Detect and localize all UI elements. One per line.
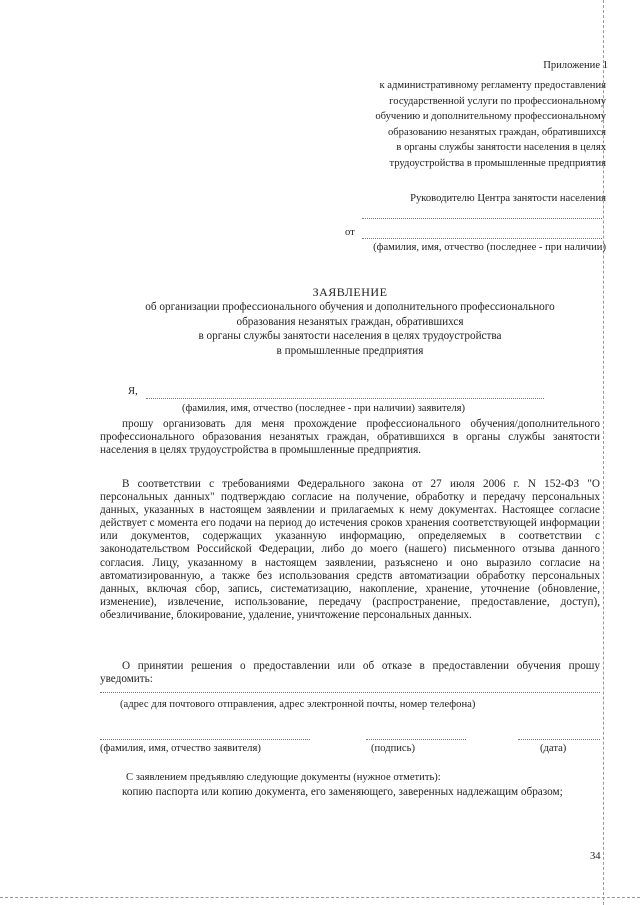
subtitle-line: об организации профессионального обучения и дополнительного профессионального bbox=[145, 301, 555, 313]
applicant-name-line bbox=[146, 398, 544, 399]
appendix-line: к административному регламенту предоставления bbox=[379, 80, 606, 91]
applicant-prefix: Я, bbox=[128, 386, 138, 397]
appendix-line: государственной услуги по профессиональному bbox=[389, 95, 606, 107]
document-subtitle bbox=[70, 300, 630, 358]
addressee-from-prefix: от bbox=[345, 227, 355, 238]
addressee-to-line bbox=[362, 218, 602, 219]
name-signature-line bbox=[100, 739, 310, 740]
address-caption: (адрес для почтового отправления, адрес электронной почты, номер телефона) bbox=[120, 699, 476, 710]
subtitle-line: в органы службы занятости населения в целях трудоустройства bbox=[198, 330, 502, 342]
consent-paragraph bbox=[100, 478, 600, 622]
document-title: ЗАЯВЛЕНИЕ bbox=[312, 285, 388, 299]
notify-text: О принятии решения о предоставлении или об отказе в предоставлении обучения прошу уведомить: bbox=[100, 660, 600, 686]
documents-item-text: копию паспорта или копию документа, его заменяющего, заверенных надлежащим образом; bbox=[122, 786, 563, 798]
appendix-title: Приложение 1 bbox=[543, 60, 608, 71]
addressee-to: Руководителю Центра занятости населения bbox=[410, 193, 606, 204]
appendix-block bbox=[375, 78, 606, 171]
applicant-caption: (фамилия, имя, отчество (последнее - при наличии) заявителя) bbox=[182, 403, 466, 414]
subtitle-line: в промышленные предприятия bbox=[276, 344, 424, 357]
date-caption: (дата) bbox=[540, 743, 567, 754]
date-line bbox=[518, 739, 600, 740]
request-paragraph bbox=[100, 418, 600, 457]
subtitle-line: образования незанятых граждан, обратившихся bbox=[236, 315, 464, 328]
appendix-line: обучению и дополнительному профессиональному bbox=[375, 111, 606, 122]
addressee-from-line bbox=[362, 238, 602, 239]
appendix-line: образованию незанятых граждан, обратившихся bbox=[387, 126, 606, 138]
name-caption: (фамилия, имя, отчество заявителя) bbox=[100, 743, 261, 754]
notify-paragraph bbox=[100, 660, 600, 686]
page-bottom-border bbox=[0, 897, 640, 898]
sign-caption: (подпись) bbox=[371, 743, 415, 754]
request-text: прошу организовать для меня прохождение профессионального обучения/дополнительного профессионального образования незанятых граждан, обратившихся в органы службы занятости населения в целях трудоустройства в промышленные предприятия. bbox=[100, 418, 600, 457]
consent-text: В соответствии с требованиями Федерального закона от 27 июля 2006 г. N 152-ФЗ "О персональных данных" подтверждаю согласие на получение, обработку и передачу персональных данных, указанных в настоящем заявлении и прилагаемых к нему документах. Настоящее согласие действует с момента его подачи на период до истечения сроков хранения соответствующей информации или документов, содержащих указанную информацию, определяемых в соответствии с законодательством Российской Федерации, либо до моего (нашего) письменного отзыва данного согласия. Лицу, указанному в настоящем заявлении, разъяснено и оно выразило согласие на автоматизированную, а также без использования средств автоматизации обработку персональных данных, включая сбор, запись, систематизацию, накопление, хранение, уточнение (обновление, изменение), извлечение, использование, передачу (распространение, предоставление, доступ), обезличивание, блокирование, удаление, уничтожение персональных данных. bbox=[100, 478, 600, 621]
address-line bbox=[100, 692, 600, 693]
documents-intro: С заявлением предъявляю следующие документы (нужное отметить): bbox=[126, 772, 441, 783]
addressee-from-caption: (фамилия, имя, отчество (последнее - при наличии) bbox=[373, 242, 606, 253]
appendix-line: в органы службы занятости населения в целях bbox=[396, 142, 606, 153]
documents-item bbox=[100, 786, 600, 799]
page-number: 34 bbox=[590, 851, 601, 862]
sign-line bbox=[366, 739, 466, 740]
appendix-line: трудоустройства в промышленные предприятия bbox=[389, 157, 606, 169]
